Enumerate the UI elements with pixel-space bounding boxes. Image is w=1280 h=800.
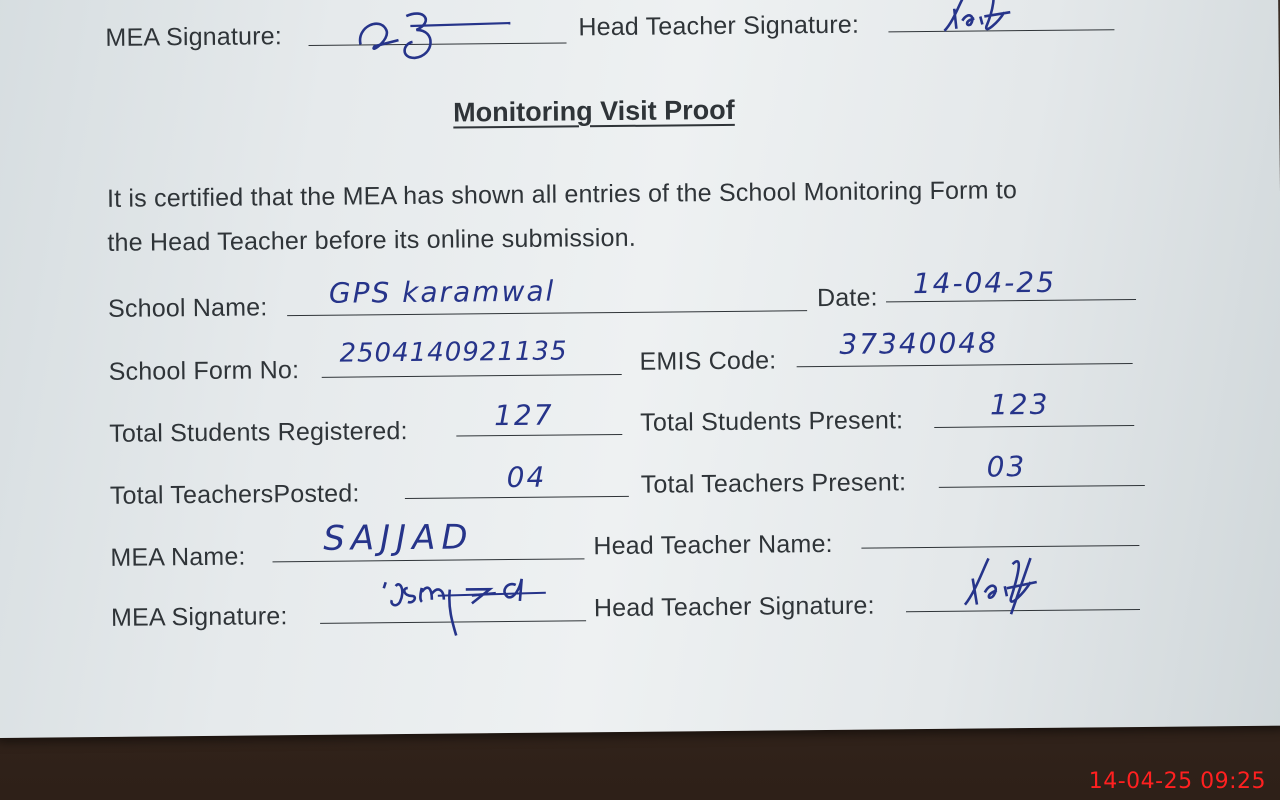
photo-timestamp: 14-04-25 09:25	[1088, 769, 1266, 794]
teachers-present-value[interactable]: 03	[986, 450, 1027, 484]
school-form-no-label[interactable]: School Form No:	[108, 356, 300, 386]
head-teacher-name-label[interactable]: Head Teacher Name:	[593, 529, 833, 561]
school-name-line	[287, 310, 807, 316]
school-name-label[interactable]: School Name:	[107, 293, 268, 323]
emis-code-line	[797, 363, 1133, 367]
head-teacher-signature-mark	[960, 548, 1081, 625]
emis-code-value[interactable]: 37340048	[839, 326, 999, 361]
teachers-posted-value[interactable]: 04	[506, 460, 547, 495]
top-head-teacher-signature-label: Head Teacher Signature:	[578, 10, 860, 42]
teachers-present-label[interactable]: Total Teachers Present:	[640, 468, 907, 499]
mea-name-line	[272, 558, 584, 562]
students-present-label[interactable]: Total Students Present:	[640, 406, 904, 437]
mea-signature-mark	[376, 577, 567, 649]
school-name-value[interactable]: GPS karamwal	[328, 274, 556, 310]
mea-name-value[interactable]: SAJJAD	[323, 517, 474, 559]
date-value[interactable]: 14-04-25	[912, 265, 1057, 301]
students-present-value[interactable]: 123	[989, 387, 1050, 422]
certification-line-2: the Head Teacher before its online submission.	[107, 223, 637, 257]
students-registered-value[interactable]: 127	[493, 398, 554, 433]
school-form-no-value[interactable]: 2504140921135	[339, 336, 568, 369]
page-title: Monitoring Visit Proof	[453, 94, 735, 128]
mea-name-label[interactable]: MEA Name:	[110, 542, 246, 572]
certification-line-1: It is certified that the MEA has shown all entries of the School Monitoring Form to	[106, 176, 1018, 213]
teachers-present-line	[939, 485, 1145, 488]
top-mea-signature-label: MEA Signature:	[105, 22, 283, 52]
students-present-line	[934, 425, 1134, 428]
date-label[interactable]: Date:	[816, 283, 878, 313]
emis-code-label[interactable]: EMIS Code:	[639, 346, 777, 376]
students-registered-label[interactable]: Total Students Registered:	[109, 417, 408, 448]
mea-signature-label[interactable]: MEA Signature:	[110, 602, 288, 632]
top-head-teacher-signature-mark	[940, 0, 1051, 47]
students-registered-line	[456, 434, 622, 437]
teachers-posted-label[interactable]: Total TeachersPosted:	[109, 479, 360, 510]
teachers-posted-line	[405, 496, 629, 499]
top-mea-signature-mark	[350, 0, 521, 71]
head-teacher-signature-label[interactable]: Head Teacher Signature:	[593, 591, 875, 623]
school-form-no-line	[322, 374, 622, 378]
